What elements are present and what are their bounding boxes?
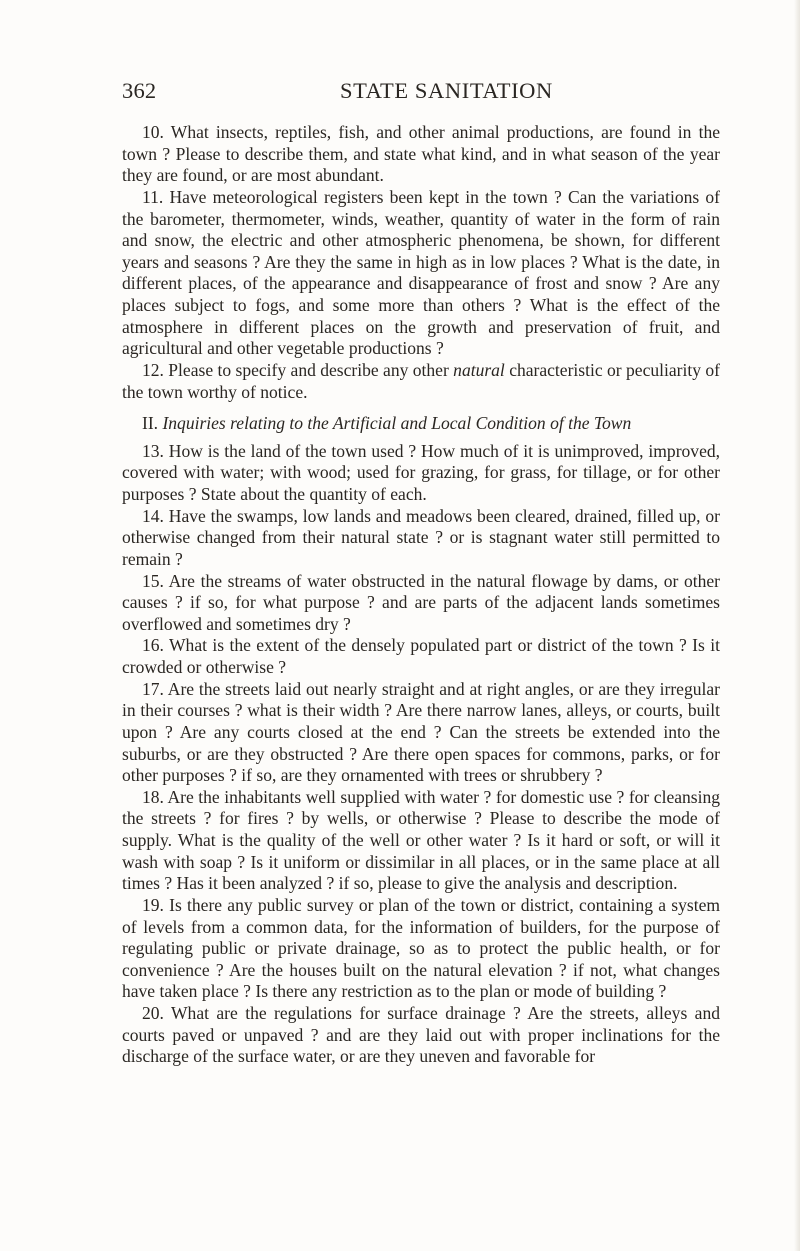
question-16: 16. What is the extent of the densely populated part or district of the town ? Is it crowded or otherwise ? (122, 635, 720, 677)
question-18: 18. Are the inhabitants well supplied with water ? for domestic use ? for cleansing the streets ? for fires ? by wells, or otherwise ? Please to describe the mode of supply. What is the quality of the well or other water ? Is it hard or soft, or will it wash with soap ? Is it uniform or dissimilar in all places, or in the same place at all times ? Has it been analyzed ? if so, please to give the analysis and description. (122, 786, 720, 894)
question-20: 20. What are the regulations for surface drainage ? Are the streets, alleys and courts paved or unpaved ? and are they laid out with proper inclinations for the discharge of the surface water, or are they uneven and favorable for (122, 1003, 720, 1067)
question-13: 13. How is the land of the town used ? How much of it is unimproved, improved, covered with water; with wood; used for grazing, for grass, for tillage, or for other purposes ? State about the quantity of each. (122, 440, 720, 504)
question-11: 11. Have meteorological registers been kept in the town ? Can the variations of the barometer, thermometer, winds, weather, quantity of water in the form of rain and snow, the electric and other atmospheric phenomena, be shown, for different years and seasons ? Are they the same in high as in low places ? What is the date, in different places, of the appearance and disappearance of frost and snow ? Are any places subject to fogs, and some more than others ? What is the effect of the atmosphere in different places on the growth and preservation of fruit, and agricultural and other vegetable productions ? (122, 186, 720, 359)
question-12-text-start: 12. Please to specify and describe any other (142, 359, 454, 380)
page-header (122, 78, 722, 114)
body-text (122, 122, 720, 1068)
question-10: 10. What insects, reptiles, fish, and other animal productions, are found in the town ? Please to describe them, and state what kind, and in what season of the year they are found, or are most abundant. (122, 122, 720, 186)
question-12-text-end: characteristic or peculiarity of the town worthy of notice. (122, 359, 720, 402)
question-12 (122, 360, 720, 403)
running-title: STATE SANITATION (340, 78, 553, 103)
question-12-emphasis: natural (453, 359, 505, 380)
page-number: 362 (122, 78, 157, 103)
question-19: 19. Is there any public survey or plan of the town or district, containing a system of levels from a common data, for the information of builders, for the purpose of regulating public or private drainage, so as to protect the public health, or for convenience ? Are the houses built on the natural elevation ? if not, what changes have taken place ? Is there any restriction as to the plan or mode of building ? (122, 894, 720, 1002)
section-title: Inquiries relating to the Artificial and Local Condition of the Town (162, 413, 632, 434)
section-heading (122, 413, 720, 435)
question-15: 15. Are the streams of water obstructed in the natural flowage by dams, or other causes ? if so, for what purpose ? and are parts of the adjacent lands sometimes overflowed and sometimes dry ? (122, 570, 720, 634)
page-edge (794, 0, 800, 1251)
question-14: 14. Have the swamps, low lands and meadows been cleared, drained, filled up, or otherwise changed from their natural state ? or is stagnant water still permitted to remain ? (122, 505, 720, 569)
question-17: 17. Are the streets laid out nearly straight and at right angles, or are they irregular in their courses ? what is their width ? Are there narrow lanes, alleys, or courts, built upon ? Are any courts closed at the end ? Can the streets be extended into the suburbs, or are they obstructed ? Are there open spaces for commons, parks, or for other purposes ? if so, are they ornamented with trees or shrubbery ? (122, 678, 720, 786)
section-numeral: II. (142, 413, 159, 434)
